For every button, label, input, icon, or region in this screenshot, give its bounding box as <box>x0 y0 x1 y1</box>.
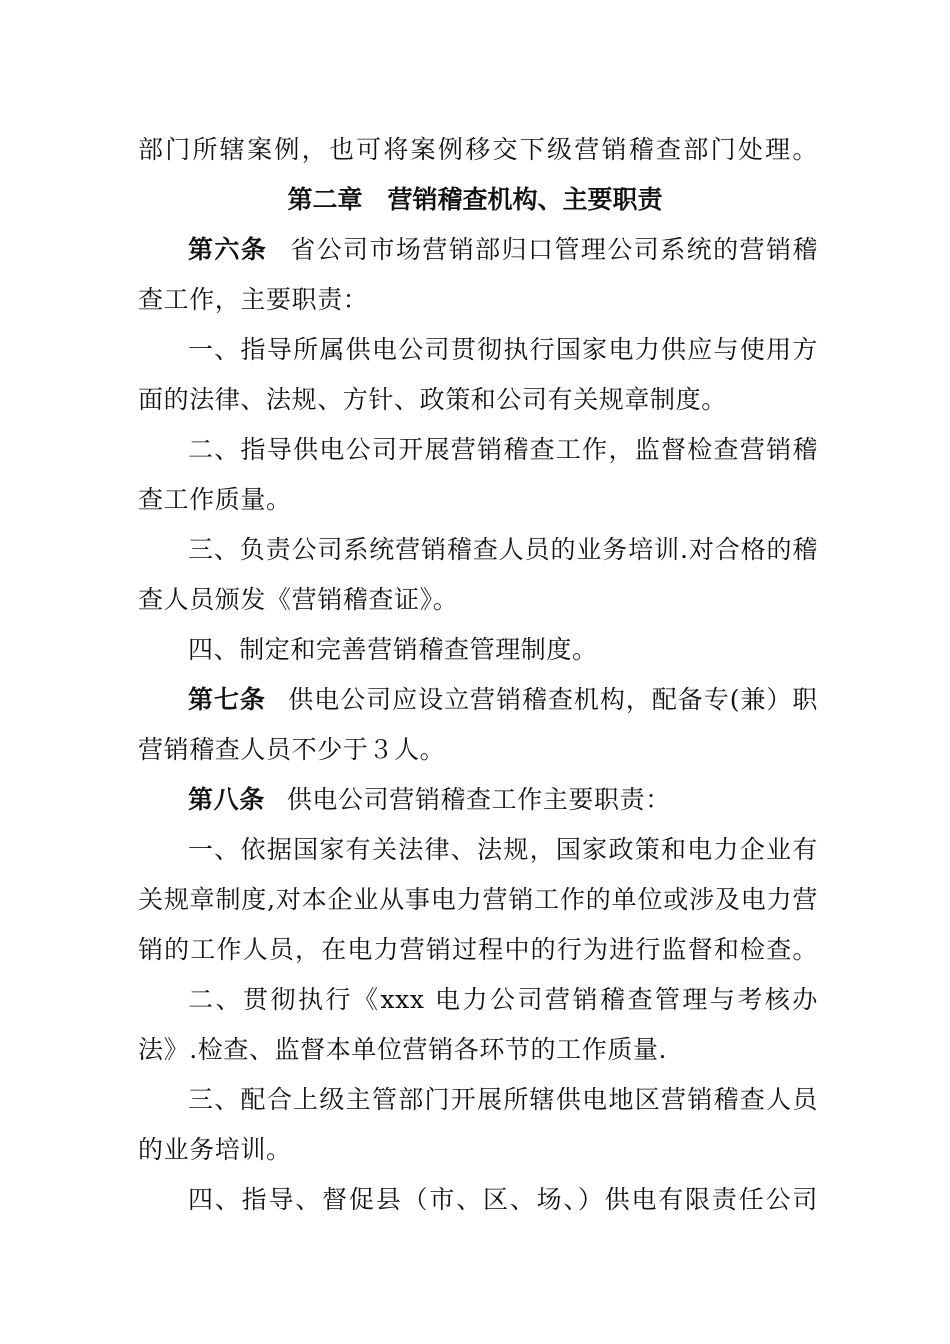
article-8-item-2-line-2: 法》.检查、监督本单位营销各环节的工作质量. <box>138 1035 668 1064</box>
article-8-item-1-line-3: 销的工作人员，在电力营销过程中的行为进行监督和检查。 <box>138 935 818 964</box>
article-8-line-1: 第八条 供电公司营销稽查工作主要职责： <box>188 785 671 814</box>
article-8-item-4-line-1: 四、指导、督促县（市、区、场、）供电有限责任公司 <box>188 1185 818 1214</box>
article-8-item-2-line-1: 二、贯彻执行《xxx 电力公司营销稽查管理与考核办 <box>188 985 818 1014</box>
article-8-item-3-line-2: 的业务培训。 <box>138 1135 292 1164</box>
article-6-item-4: 四、制定和完善营销稽查管理制度。 <box>188 635 598 664</box>
article-6-item-3-line-1: 三、负责公司系统营销稽查人员的业务培训.对合格的稽 <box>188 535 818 564</box>
article-7-line-2: 营销稽查人员不少于３人。 <box>138 735 446 764</box>
article-6-item-1-line-2: 面的法律、法规、方针、政策和公司有关规章制度。 <box>138 385 727 414</box>
article-8-item-3-line-1: 三、配合上级主管部门开展所辖供电地区营销稽查人员 <box>188 1085 818 1114</box>
article-7-label: 第七条 <box>188 685 266 714</box>
paragraph-line: 部门所辖案例，也可将案例移交下级营销稽查部门处理。 <box>138 135 818 164</box>
article-6-item-2-line-2: 查工作质量。 <box>138 485 292 514</box>
chapter-title: 第二章 营销稽查机构、主要职责 <box>287 185 663 214</box>
article-7-line-1: 第七条 供电公司应设立营销稽查机构，配备专(兼）职 <box>188 685 818 714</box>
article-8-label: 第八条 <box>188 785 265 814</box>
article-6-line-2: 查工作，主要职责： <box>138 285 369 314</box>
article-6-line-1: 第六条 省公司市场营销部归口管理公司系统的营销稽 <box>188 235 818 264</box>
article-8-item-1-line-2: 关规章制度,对本企业从事电力营销工作的单位或涉及电力营 <box>138 885 818 914</box>
article-6-item-2-line-1: 二、指导供电公司开展营销稽查工作，监督检查营销稽 <box>188 435 818 464</box>
article-8-item-1-line-1: 一、依据国家有关法律、法规，国家政策和电力企业有 <box>188 835 818 864</box>
article-6-item-1-line-1: 一、指导所属供电公司贯彻执行国家电力供应与使用方 <box>188 335 818 364</box>
article-6-label: 第六条 <box>188 235 268 264</box>
article-6-item-3-line-2: 查人员颁发《营销稽查证》。 <box>138 585 459 614</box>
